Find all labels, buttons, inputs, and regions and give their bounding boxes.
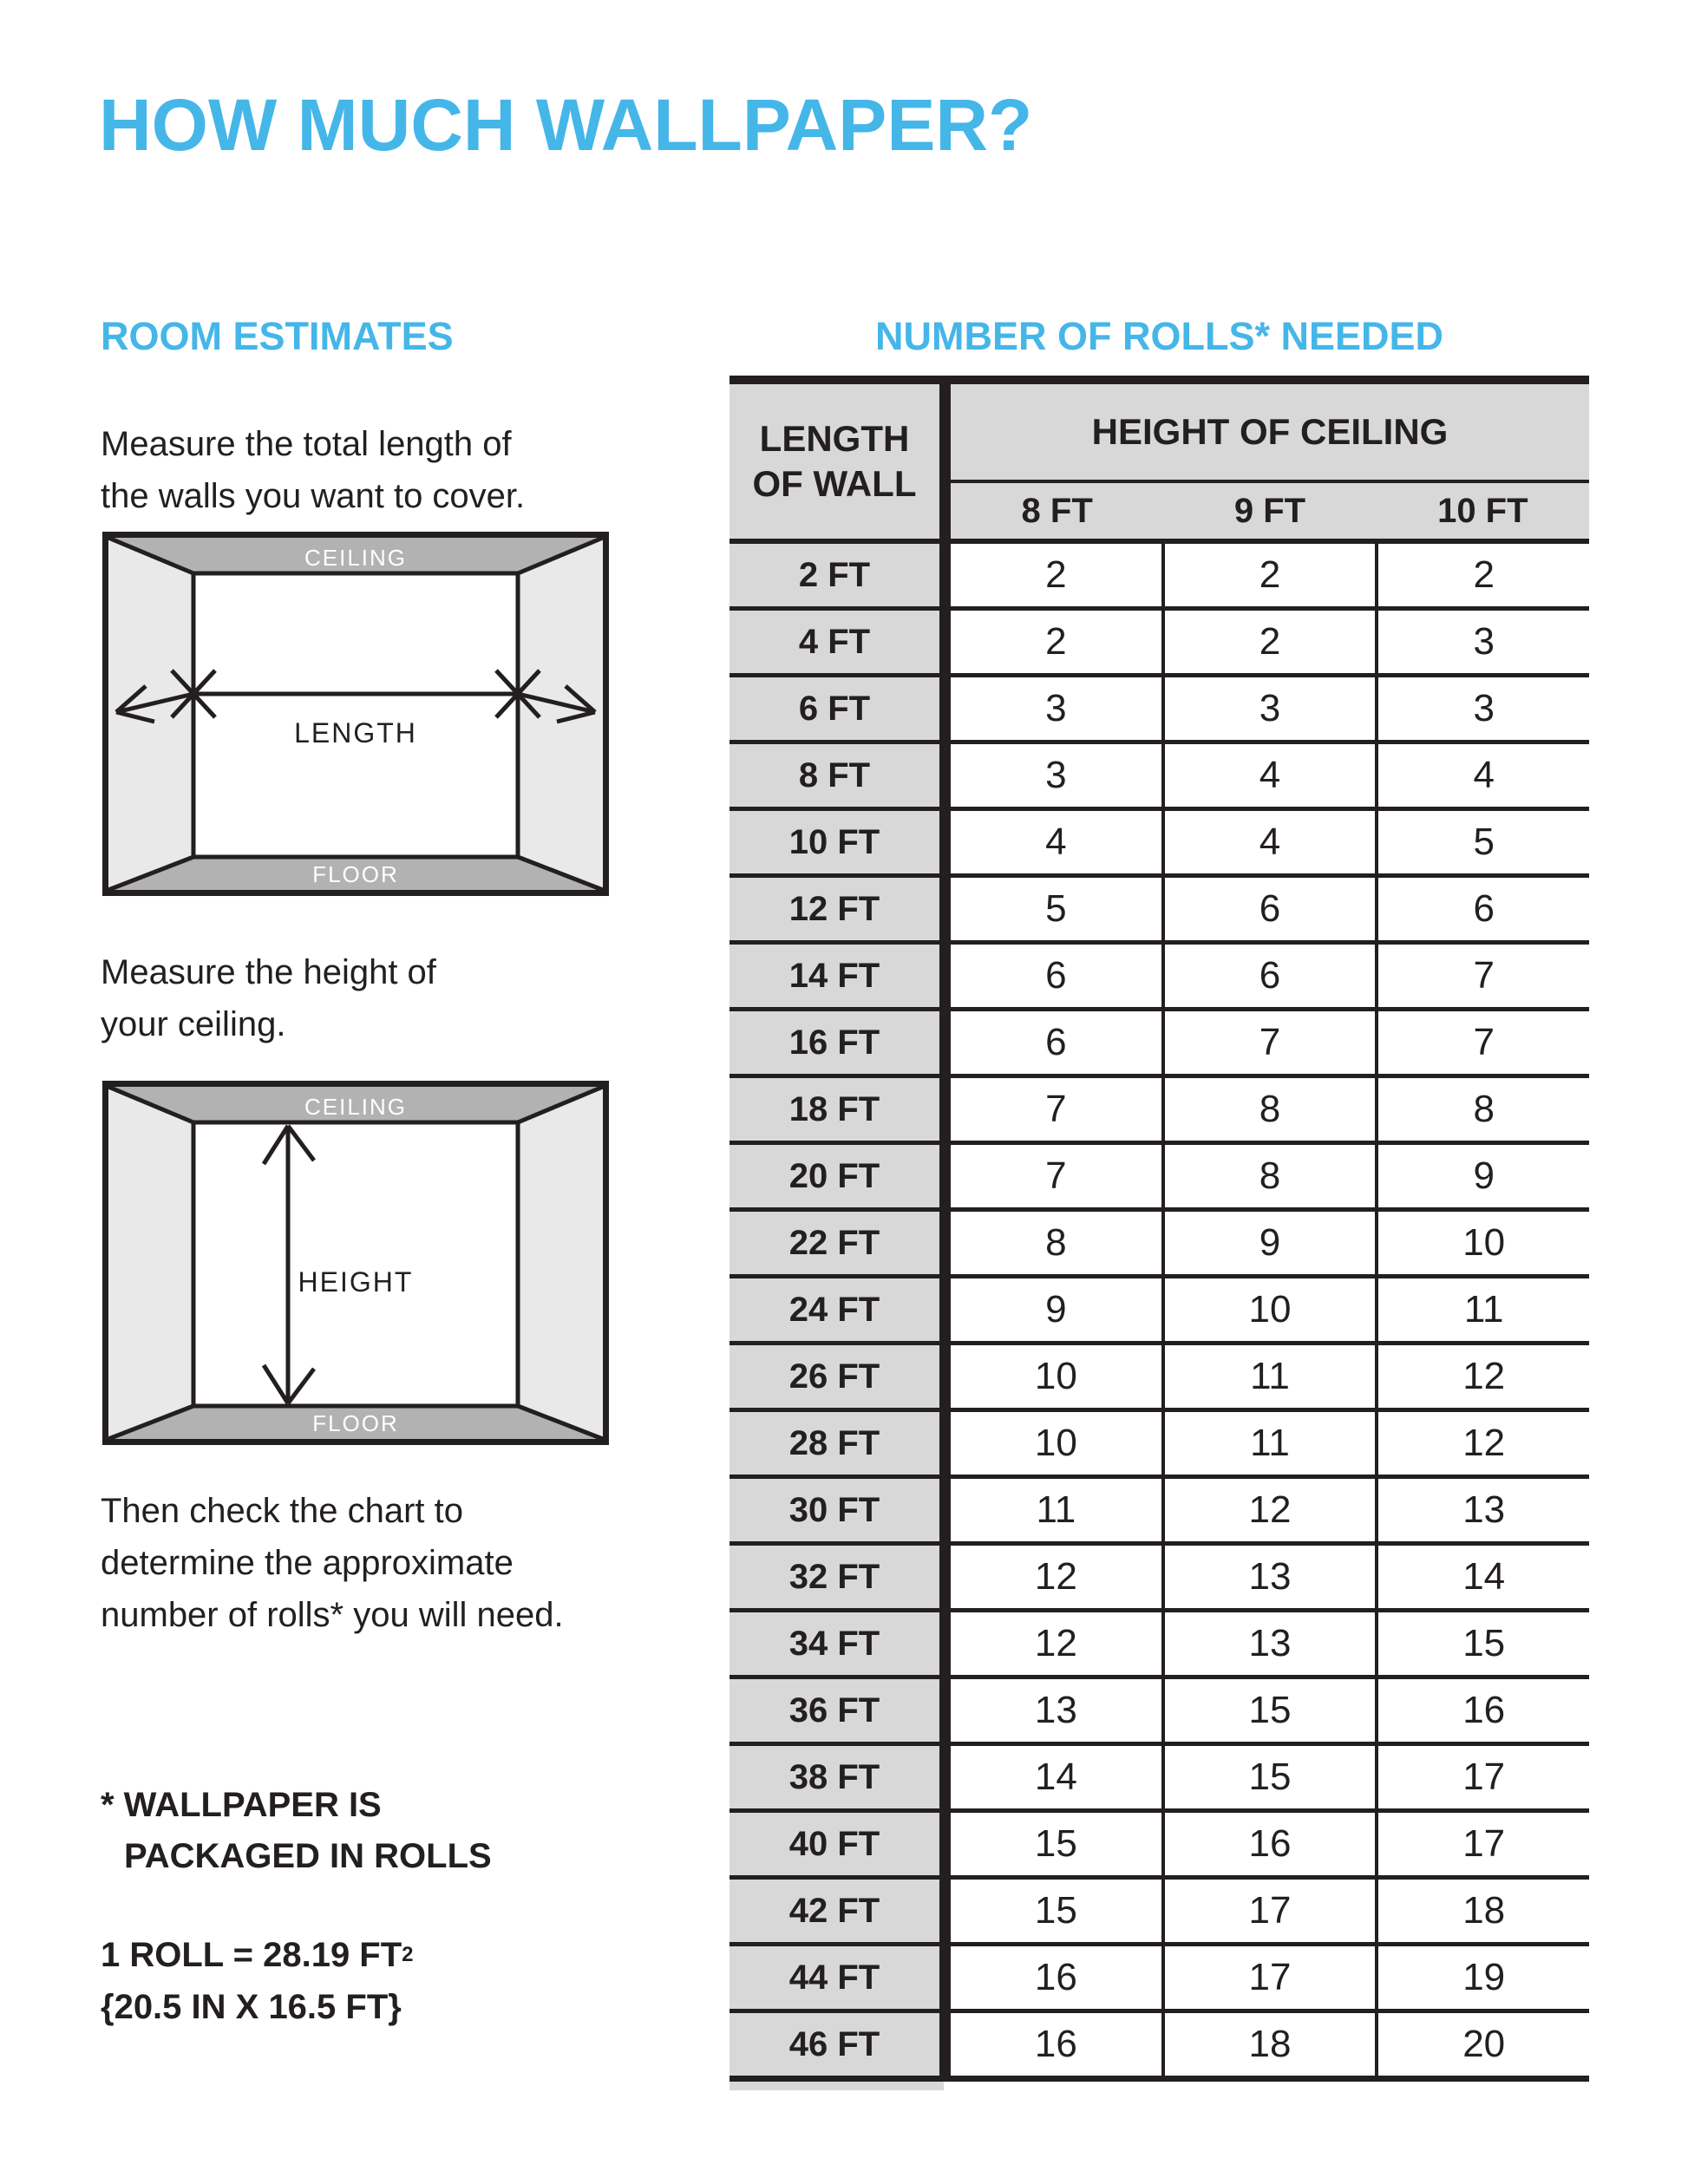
wall-length-label: 24 FT bbox=[730, 1278, 939, 1341]
roll-count-cell: 20 bbox=[1375, 2013, 1589, 2076]
roll-count-cell: 16 bbox=[1375, 1679, 1589, 1742]
left-wall-panel bbox=[108, 1087, 193, 1439]
roll-count-cell: 3 bbox=[951, 677, 1161, 740]
column-divider bbox=[939, 1278, 951, 1341]
roll-count-cell: 11 bbox=[951, 1479, 1161, 1541]
room-length-diagram bbox=[102, 532, 609, 896]
height-of-ceiling-header: HEIGHT OF CEILING bbox=[951, 384, 1589, 483]
roll-count-cell: 2 bbox=[951, 544, 1161, 606]
roll-count-cell: 7 bbox=[951, 1078, 1161, 1141]
roll-dimensions-line: {20.5 IN X 16.5 FT} bbox=[101, 1988, 402, 2026]
roll-count-cell: 15 bbox=[1161, 1679, 1376, 1742]
roll-count-cell: 4 bbox=[1375, 744, 1589, 807]
roll-count-cell: 3 bbox=[1375, 677, 1589, 740]
wall-length-label: 8 FT bbox=[730, 744, 939, 807]
text-line: the walls you want to cover. bbox=[101, 477, 526, 515]
roll-count-cell: 15 bbox=[951, 1813, 1161, 1875]
wall-length-label: 22 FT bbox=[730, 1212, 939, 1274]
col-header-9ft: 9 FT bbox=[1233, 491, 1306, 530]
instruction-measure-height bbox=[101, 946, 436, 1050]
wall-length-label: 2 FT bbox=[730, 544, 939, 606]
column-divider bbox=[939, 878, 951, 940]
column-divider bbox=[939, 1078, 951, 1141]
column-divider bbox=[939, 2013, 951, 2076]
column-divider bbox=[939, 384, 951, 539]
column-divider bbox=[939, 677, 951, 740]
roll-count-cell: 16 bbox=[1161, 1813, 1376, 1875]
roll-count-cell: 13 bbox=[1161, 1546, 1376, 1608]
roll-count-cell: 2 bbox=[1375, 544, 1589, 606]
page-title: HOW MUCH WALLPAPER? bbox=[99, 84, 1033, 166]
table-row bbox=[730, 1007, 1589, 1074]
text-line: number of rolls* you will need. bbox=[101, 1596, 564, 1634]
roll-count-cell: 17 bbox=[1161, 1946, 1376, 2009]
table-row bbox=[730, 544, 1589, 606]
column-divider bbox=[939, 744, 951, 807]
table-row bbox=[730, 1742, 1589, 1808]
roll-count-cell: 4 bbox=[1161, 811, 1376, 873]
roll-count-cell: 15 bbox=[1161, 1746, 1376, 1808]
table-row bbox=[730, 1274, 1589, 1341]
column-divider bbox=[939, 544, 951, 606]
roll-size-info bbox=[101, 1929, 414, 2033]
ceiling-height-header-group bbox=[951, 384, 1589, 539]
table-row bbox=[730, 1608, 1589, 1675]
table-row bbox=[730, 1341, 1589, 1408]
ceiling-height-subheaders bbox=[951, 483, 1589, 539]
table-row bbox=[730, 1675, 1589, 1742]
roll-count-cell: 7 bbox=[1161, 1011, 1376, 1074]
wall-length-label: 34 FT bbox=[730, 1612, 939, 1675]
col-header-8ft: 8 FT bbox=[1021, 491, 1093, 530]
room-estimates-heading: ROOM ESTIMATES bbox=[101, 314, 454, 358]
table-row bbox=[730, 940, 1589, 1007]
length-of-wall-header: LENGTH OF WALL bbox=[730, 384, 939, 539]
back-wall bbox=[193, 573, 518, 857]
column-divider bbox=[939, 945, 951, 1007]
column-divider bbox=[939, 611, 951, 673]
roll-count-cell: 2 bbox=[951, 611, 1161, 673]
column-divider bbox=[939, 1345, 951, 1408]
roll-count-cell: 10 bbox=[951, 1345, 1161, 1408]
text-line: PACKAGED IN ROLLS bbox=[124, 1837, 492, 1875]
column-divider bbox=[939, 1813, 951, 1875]
table-row bbox=[730, 1207, 1589, 1274]
table-row bbox=[730, 873, 1589, 940]
length-label: LENGTH bbox=[294, 717, 417, 749]
table-row bbox=[730, 1141, 1589, 1207]
roll-count-cell: 2 bbox=[1161, 544, 1376, 606]
table-row bbox=[730, 1942, 1589, 2009]
text-line: Measure the height of bbox=[101, 953, 436, 991]
roll-count-cell: 9 bbox=[1375, 1145, 1589, 1207]
column-divider bbox=[939, 1145, 951, 1207]
instruction-check-chart bbox=[101, 1485, 564, 1641]
table-row bbox=[730, 1808, 1589, 1875]
column-divider bbox=[939, 1546, 951, 1608]
roll-count-cell: 16 bbox=[951, 1946, 1161, 2009]
roll-count-cell: 6 bbox=[951, 1011, 1161, 1074]
col-header-10ft: 10 FT bbox=[1437, 491, 1528, 530]
room-height-diagram bbox=[102, 1081, 609, 1445]
table-row bbox=[730, 1475, 1589, 1541]
rolls-needed-heading: NUMBER OF ROLLS* NEEDED bbox=[874, 314, 1444, 358]
roll-count-cell: 4 bbox=[1161, 744, 1376, 807]
column-divider bbox=[939, 1679, 951, 1742]
wall-length-label: 30 FT bbox=[730, 1479, 939, 1541]
roll-count-cell: 19 bbox=[1375, 1946, 1589, 2009]
wall-length-label: 4 FT bbox=[730, 611, 939, 673]
wall-length-label: 26 FT bbox=[730, 1345, 939, 1408]
table-top-border bbox=[730, 376, 1589, 384]
roll-count-cell: 17 bbox=[1161, 1880, 1376, 1942]
table-rows bbox=[730, 544, 1589, 2076]
roll-count-cell: 11 bbox=[1161, 1412, 1376, 1475]
roll-count-cell: 14 bbox=[951, 1746, 1161, 1808]
wall-length-label: 20 FT bbox=[730, 1145, 939, 1207]
label-column-tail bbox=[730, 2082, 944, 2090]
roll-count-cell: 13 bbox=[951, 1679, 1161, 1742]
roll-count-cell: 5 bbox=[951, 878, 1161, 940]
roll-count-cell: 8 bbox=[951, 1212, 1161, 1274]
column-divider bbox=[939, 1612, 951, 1675]
superscript-two: 2 bbox=[402, 1943, 414, 1966]
table-row bbox=[730, 606, 1589, 673]
roll-count-cell: 12 bbox=[951, 1612, 1161, 1675]
table-row bbox=[730, 673, 1589, 740]
wall-length-label: 14 FT bbox=[730, 945, 939, 1007]
roll-count-cell: 12 bbox=[1375, 1412, 1589, 1475]
table-row bbox=[730, 2009, 1589, 2076]
text-line: determine the approximate bbox=[101, 1544, 514, 1582]
column-divider bbox=[939, 1880, 951, 1942]
wall-length-label: 44 FT bbox=[730, 1946, 939, 2009]
roll-count-cell: 3 bbox=[1375, 611, 1589, 673]
wall-length-label: 6 FT bbox=[730, 677, 939, 740]
roll-count-cell: 13 bbox=[1161, 1612, 1376, 1675]
wall-length-label: 46 FT bbox=[730, 2013, 939, 2076]
roll-count-cell: 13 bbox=[1375, 1479, 1589, 1541]
column-divider bbox=[939, 1212, 951, 1274]
roll-count-cell: 6 bbox=[1161, 878, 1376, 940]
ceiling-label: CEILING bbox=[304, 1094, 408, 1120]
roll-count-cell: 18 bbox=[1375, 1880, 1589, 1942]
text-line: Measure the total length of bbox=[101, 425, 512, 463]
ceiling-label: CEILING bbox=[304, 545, 408, 571]
roll-count-cell: 14 bbox=[1375, 1546, 1589, 1608]
roll-count-cell: 12 bbox=[1375, 1345, 1589, 1408]
roll-count-cell: 17 bbox=[1375, 1813, 1589, 1875]
roll-count-cell: 8 bbox=[1375, 1078, 1589, 1141]
wall-length-label: 10 FT bbox=[730, 811, 939, 873]
right-wall-panel bbox=[518, 1087, 603, 1439]
roll-count-cell: 5 bbox=[1375, 811, 1589, 873]
column-divider bbox=[939, 1412, 951, 1475]
roll-count-cell: 11 bbox=[1375, 1278, 1589, 1341]
table-header bbox=[730, 384, 1589, 544]
roll-count-cell: 2 bbox=[1161, 611, 1376, 673]
wall-length-label: 28 FT bbox=[730, 1412, 939, 1475]
column-divider bbox=[939, 811, 951, 873]
roll-count-cell: 6 bbox=[951, 945, 1161, 1007]
wall-length-label: 38 FT bbox=[730, 1746, 939, 1808]
table-bottom-border bbox=[730, 2076, 1589, 2082]
roll-count-cell: 4 bbox=[951, 811, 1161, 873]
roll-count-cell: 15 bbox=[951, 1880, 1161, 1942]
floor-label: FLOOR bbox=[312, 861, 399, 887]
text-line: * WALLPAPER IS bbox=[101, 1786, 382, 1824]
wall-length-label: 40 FT bbox=[730, 1813, 939, 1875]
roll-count-cell: 12 bbox=[951, 1546, 1161, 1608]
column-divider bbox=[939, 1011, 951, 1074]
roll-count-cell: 11 bbox=[1161, 1345, 1376, 1408]
column-divider bbox=[939, 1946, 951, 2009]
instruction-measure-length bbox=[101, 418, 525, 522]
roll-count-cell: 8 bbox=[1161, 1145, 1376, 1207]
roll-count-cell: 9 bbox=[951, 1278, 1161, 1341]
height-label: HEIGHT bbox=[298, 1266, 414, 1298]
roll-count-cell: 9 bbox=[1161, 1212, 1376, 1274]
column-divider bbox=[939, 1746, 951, 1808]
wall-length-label: 42 FT bbox=[730, 1880, 939, 1942]
table-row bbox=[730, 1875, 1589, 1942]
wall-length-label: 12 FT bbox=[730, 878, 939, 940]
wall-length-label: 36 FT bbox=[730, 1679, 939, 1742]
roll-count-cell: 16 bbox=[951, 2013, 1161, 2076]
roll-count-cell: 15 bbox=[1375, 1612, 1589, 1675]
roll-count-cell: 8 bbox=[1161, 1078, 1376, 1141]
table-row bbox=[730, 1541, 1589, 1608]
wall-length-label: 18 FT bbox=[730, 1078, 939, 1141]
wall-length-label: 16 FT bbox=[730, 1011, 939, 1074]
roll-count-cell: 12 bbox=[1161, 1479, 1376, 1541]
floor-label: FLOOR bbox=[312, 1410, 399, 1436]
column-divider bbox=[939, 1479, 951, 1541]
roll-count-cell: 7 bbox=[951, 1145, 1161, 1207]
roll-count-cell: 3 bbox=[951, 744, 1161, 807]
back-wall bbox=[193, 1122, 518, 1406]
rolls-needed-table bbox=[730, 376, 1589, 2090]
table-row bbox=[730, 1074, 1589, 1141]
table-row bbox=[730, 740, 1589, 807]
roll-count-cell: 3 bbox=[1161, 677, 1376, 740]
roll-count-cell: 17 bbox=[1375, 1746, 1589, 1808]
roll-count-cell: 7 bbox=[1375, 945, 1589, 1007]
wallpaper-rolls-footnote bbox=[101, 1780, 492, 1882]
roll-area-line: 1 ROLL = 28.19 $FT^2$ bbox=[101, 1936, 414, 1974]
wall-length-label: 32 FT bbox=[730, 1546, 939, 1608]
table-row bbox=[730, 807, 1589, 873]
table-row bbox=[730, 1408, 1589, 1475]
roll-count-cell: 18 bbox=[1161, 2013, 1376, 2076]
roll-count-cell: 6 bbox=[1375, 878, 1589, 940]
roll-count-cell: 6 bbox=[1161, 945, 1376, 1007]
roll-count-cell: 10 bbox=[951, 1412, 1161, 1475]
roll-count-cell: 7 bbox=[1375, 1011, 1589, 1074]
text-line: Then check the chart to bbox=[101, 1492, 464, 1530]
roll-count-cell: 10 bbox=[1161, 1278, 1376, 1341]
roll-count-cell: 10 bbox=[1375, 1212, 1589, 1274]
text-line: your ceiling. bbox=[101, 1005, 286, 1043]
